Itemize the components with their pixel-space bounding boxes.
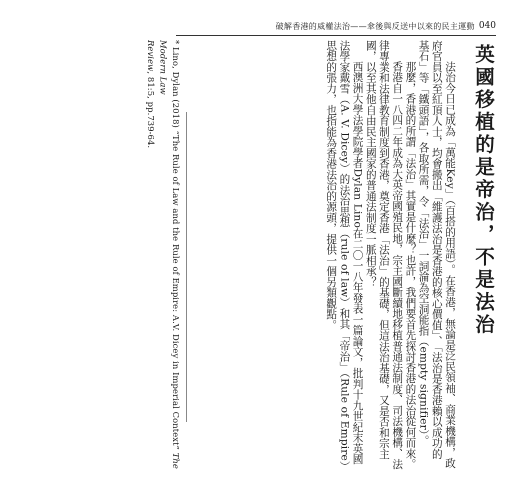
- paragraph-3: 香港自一八四二年成為大英帝國殖民地，宗主國斷續地移植普通法制度、司法機構、法律專業和法律教育制度到香港，奠定香港「法治」的基礎，但這法治基礎，又是否和宗主國，以至其他自由民主國家的普通法制度一脈相承？: [364, 40, 404, 470]
- footnote-journal: The Modern Law: [158, 40, 181, 469]
- running-head-title: 破解香港的威權法治——傘後與反送中以來的民主運動: [275, 21, 475, 31]
- footnote-pages: , 81:5, pp.739-64.: [146, 71, 156, 149]
- paragraph-4: 西澳洲大學法學院學者Dylan Lino在二〇一八年發表一篇論文，批判十九世紀末英國法學家戴雪（A. V. Dicey）的法治思想（rule of law）和其「帝治」（Rule of Empire）思想的張力，也指能為香港法治的源頭，提供一個另類觀點。: [325, 40, 364, 467]
- paragraph-2: 那麼，香港的所謂「法治」其實是什麼？也許，我們要首先探討香港的法治從何而來。: [404, 61, 417, 470]
- footnote-journal-cont: Review: [146, 40, 156, 72]
- footnote-line-2: [145, 40, 158, 470]
- paragraph-1: 法治今日已成為「萬能Key」（百搭的用語）。在香港，無論是泛民領袖、商業機構，政府官員以至紅頂人士，均會搬出「維護法治是香港的核心價值」、「法治是香港賴以成功的基石」等「鐵頭語」，各取所需，令「法治」一詞淪為空洞能指（empty signifier）。: [417, 40, 456, 469]
- body-text: [194, 40, 496, 470]
- footnote-rule: [186, 112, 187, 422]
- page-number: 040: [478, 21, 496, 31]
- footnote: [142, 40, 182, 470]
- running-head: [146, 18, 496, 34]
- footnote-line-1: [157, 40, 182, 470]
- section-heading: 英國移植的是帝治，不是法治: [472, 44, 495, 337]
- footnote-citation: * Lino, Dylan (2018) “The Rule of Law and the Rule of Empire: A.V. Dicey in Imperial Context”: [171, 40, 181, 453]
- header-rule: [176, 35, 496, 36]
